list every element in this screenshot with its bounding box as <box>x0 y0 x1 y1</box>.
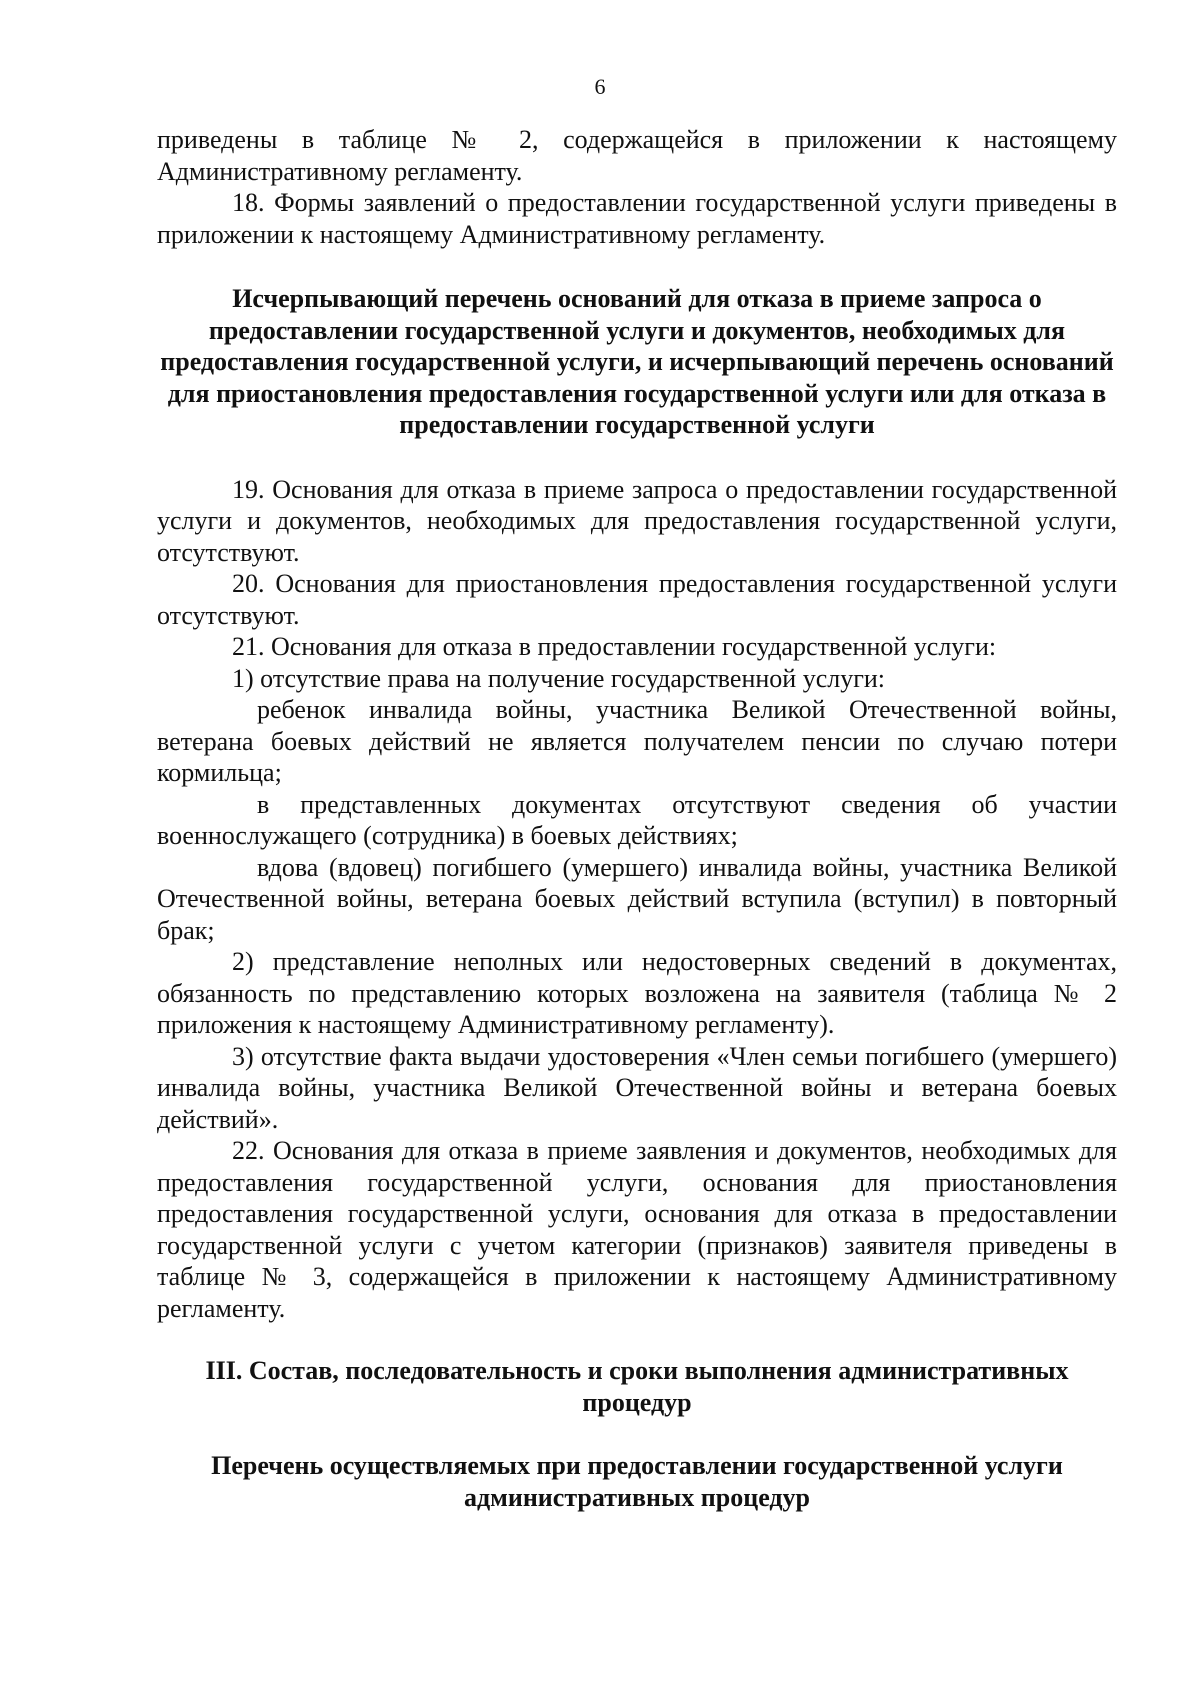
paragraph-21-item-2: 2) представление неполных или недостоверных сведений в документах, обязанность по представлению которых возложена на заявителя (таблица № 2 приложения к настоящему Административному регламенту). <box>157 947 1117 1039</box>
paragraph-continuation: приведены в таблице № 2, содержащейся в приложении к настоящему Административному регламенту. <box>157 125 1117 186</box>
paragraph-19: 19. Основания для отказа в приеме запроса о предоставлении государственной услуги и документов, необходимых для предоставления государственной услуги, отсутствуют. <box>157 474 1117 567</box>
paragraph-21: 21. Основания для отказа в предоставлении государственной услуги: <box>232 632 997 661</box>
paragraph-21-item-1-a: ребенок инвалида войны, участника Великой Отечественной войны, ветерана боевых действий не является получателем пенсии по случаю потери кормильца; <box>157 695 1117 787</box>
document-body <box>157 124 1117 1513</box>
section-heading-iii: III. Состав, последовательность и сроки выполнения административных процедур <box>205 1356 1069 1417</box>
paragraph-20: 20. Основания для приостановления предоставления государственной услуги отсутствуют. <box>157 569 1117 630</box>
paragraph-22: 22. Основания для отказа в приеме заявления и документов, необходимых для предоставления государственной услуги, основания для приостановления предоставления государственной услуги, основания для отказа в предоставлении государственной услуги с учетом категории (признаков) заявителя приведены в таблице № 3, содержащейся в приложении к настоящему Административному регламенту. <box>157 1136 1117 1323</box>
spacer <box>157 250 1117 283</box>
spacer <box>157 1324 1117 1355</box>
spacer <box>157 441 1117 474</box>
paragraph-21-item-3: 3) отсутствие факта выдачи удостоверения «Член семьи погибшего (умершего) инвалида войны, участника Великой Отечественной войны и ветерана боевых действий». <box>157 1041 1117 1134</box>
paragraph-21-item-1-b: в представленных документах отсутствуют сведения об участии военнослужащего (сотрудника) в боевых действиях; <box>157 789 1117 850</box>
paragraph-18: 18. Формы заявлений о предоставлении государственной услуги приведены в приложении к настоящему Административному регламенту. <box>157 188 1117 249</box>
spacer <box>157 1418 1117 1450</box>
page-number: 6 <box>594 74 606 99</box>
subsection-heading-procedures: Перечень осуществляемых при предоставлении государственной услуги административных процедур <box>211 1451 1063 1512</box>
paragraph-21-item-1: 1) отсутствие права на получение государственной услуги: <box>232 663 886 693</box>
section-heading-refusal-grounds: Исчерпывающий перечень оснований для отказа в приеме запроса о предоставлении государственной услуги и документов, необходимых для предоставления государственной услуги, и исчерпывающий перечень оснований для приостановления предоставления государственной услуги или для отказа в предоставлении государственной услуги <box>160 284 1114 439</box>
paragraph-21-item-1-c: вдова (вдовец) погибшего (умершего) инвалида войны, участника Великой Отечественной войны, ветерана боевых действий вступила (вступил) в повторный брак; <box>157 852 1117 945</box>
